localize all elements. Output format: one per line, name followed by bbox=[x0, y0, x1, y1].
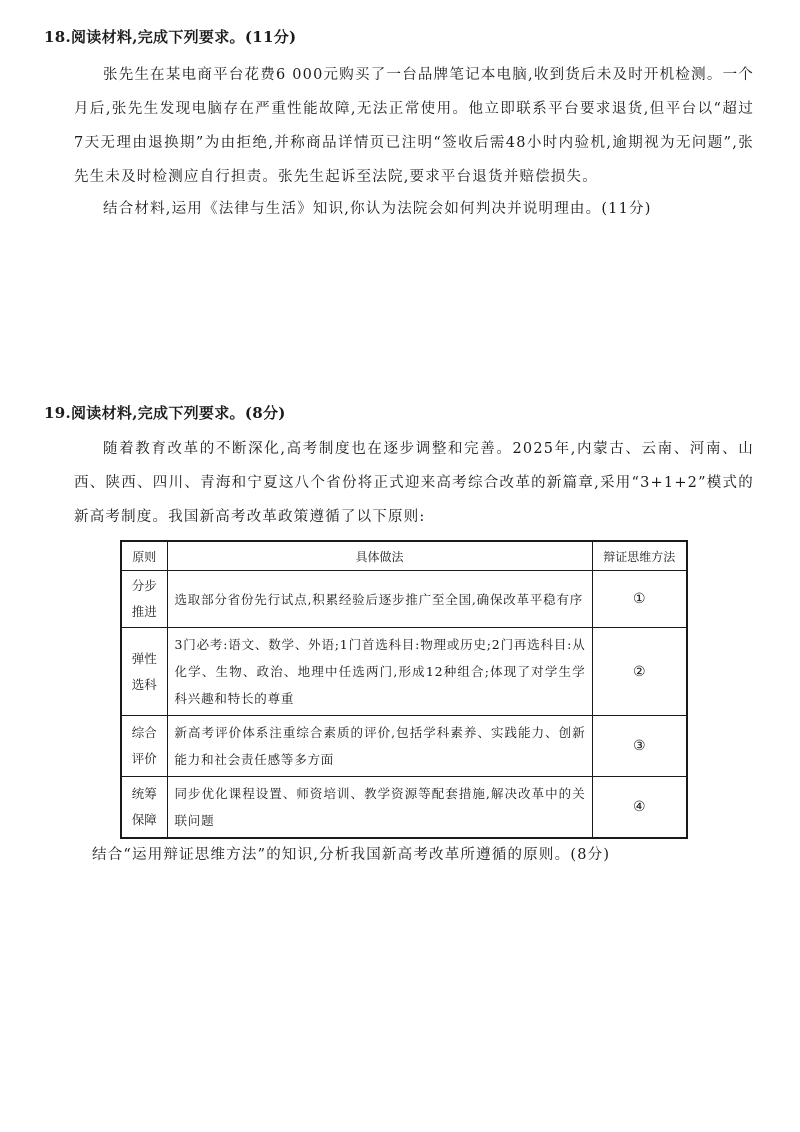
principle-line2: 推进 bbox=[131, 604, 157, 619]
answer-blank-2: ② bbox=[592, 628, 687, 716]
practice-cell: 同步优化课程设置、师资培训、教学资源等配套措施,解决改革中的关联问题 bbox=[167, 777, 592, 839]
principle-line1: 综合 bbox=[131, 725, 157, 740]
answer-blank-3: ③ bbox=[592, 716, 687, 777]
reform-principles-table bbox=[120, 540, 688, 839]
table-row bbox=[121, 628, 687, 716]
principle-cell bbox=[121, 777, 167, 839]
header-method: 辩证思维方法 bbox=[592, 541, 687, 571]
q19-header: 19.阅读材料,完成下列要求。(8分) bbox=[44, 404, 286, 422]
principle-line2: 保障 bbox=[131, 812, 157, 827]
principle-line1: 弹性 bbox=[131, 650, 157, 666]
answer-blank-1: ① bbox=[592, 571, 687, 628]
q19-material: 随着教育改革的不断深化,高考制度也在逐步调整和完善。2025年,内蒙古、云南、河南、山西、陕西、四川、青海和宁夏这八个省份将正式迎来高考综合改革的新篇章,采用“3+1+2”模式的新高考制度。我国新高考改革政策遵循了以下原则: bbox=[74, 441, 754, 525]
principle-cell bbox=[121, 628, 167, 716]
table-row bbox=[121, 571, 687, 628]
header-practice: 具体做法 bbox=[167, 541, 592, 571]
principle-line2: 评价 bbox=[131, 751, 157, 766]
answer-blank-4: ④ bbox=[592, 777, 687, 839]
q18-header: 18.阅读材料,完成下列要求。(11分) bbox=[44, 28, 297, 46]
principle-line2: 选科 bbox=[131, 676, 157, 692]
practice-cell: 选取部分省份先行试点,积累经验后逐步推广至全国,确保改革平稳有序 bbox=[167, 571, 592, 628]
principle-line1: 统筹 bbox=[131, 786, 157, 801]
header-principle: 原则 bbox=[121, 541, 167, 571]
principle-cell bbox=[121, 716, 167, 777]
table-row bbox=[121, 777, 687, 839]
q19-task: 结合“运用辩证思维方法”的知识,分析我国新高考改革所遵循的原则。(8分) bbox=[92, 847, 611, 863]
practice-cell: 新高考评价体系注重综合素质的评价,包括学科素养、实践能力、创新能力和社会责任感等多方面 bbox=[167, 716, 592, 777]
practice-cell: 3门必考:语文、数学、外语;1门首选科目:物理或历史;2门再选科目:从化学、生物、政治、地理中任选两门,形成12种组合;体现了对学生学科兴趣和特长的尊重 bbox=[167, 628, 592, 716]
principle-line1: 分步 bbox=[131, 578, 157, 593]
table-row bbox=[121, 716, 687, 777]
table-header-row bbox=[121, 541, 687, 571]
q18-task: 结合材料,运用《法律与生活》知识,你认为法院会如何判决并说明理由。(11分) bbox=[103, 201, 652, 217]
principle-cell bbox=[121, 571, 167, 628]
q18-material: 张先生在某电商平台花费6 000元购买了一台品牌笔记本电脑,收到货后未及时开机检测。一个月后,张先生发现电脑存在严重性能故障,无法正常使用。他立即联系平台要求退货,但平台以“超过7天无理由退换期”为由拒绝,并称商品详情页已注明“签收后需48小时内验机,逾期视为无问题”,张先生未及时检测应自行担责。张先生起诉至法院,要求平台退货并赔偿损失。 bbox=[74, 67, 754, 185]
